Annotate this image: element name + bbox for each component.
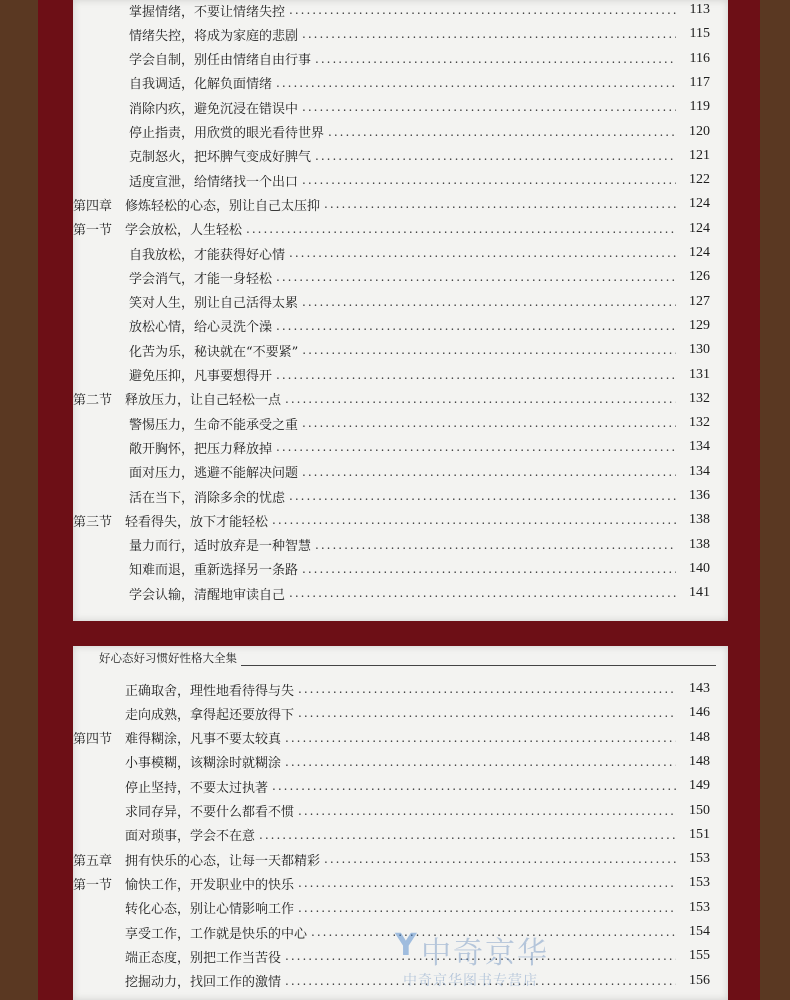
dot-leader [302, 562, 676, 576]
page-number: 132 [689, 415, 710, 431]
toc-entry [73, 799, 728, 823]
page-number: 151 [689, 826, 710, 842]
page-number: 124 [689, 220, 710, 236]
dot-leader [302, 416, 676, 430]
toc-title: 面对压力，逃避不能解决问题 [129, 466, 299, 482]
toc-title: 第一节 愉快工作，开发职业中的快乐 [73, 877, 295, 893]
page-number: 136 [689, 488, 710, 503]
toc-section [73, 508, 728, 532]
toc-entry [73, 920, 728, 944]
toc-title: 第三节 轻看得失，放下才能轻松 [73, 514, 269, 530]
toc-page-1 [73, 0, 728, 621]
dot-leader [298, 804, 676, 818]
toc-title: 学会自制，别任由情绪自由行事 [129, 53, 312, 69]
toc-title: 停止指责，用欣赏的眼光看待世界 [129, 126, 325, 141]
page-number: 121 [689, 147, 710, 163]
toc-title: 活在当下，消除多余的忧虑 [129, 490, 286, 506]
page-number: 149 [689, 778, 710, 794]
toc-entry [73, 47, 728, 71]
page-number: 140 [689, 560, 710, 576]
page-number: 120 [689, 123, 710, 139]
page-number: 141 [689, 585, 710, 601]
toc-entry [73, 241, 728, 265]
dot-leader [302, 27, 676, 41]
dot-leader [272, 513, 676, 527]
dot-leader [276, 440, 676, 454]
page-number: 122 [689, 172, 710, 188]
running-head [99, 648, 716, 666]
dot-leader [259, 828, 676, 842]
toc-section [73, 726, 728, 750]
store-name: 中奇京华 [421, 936, 549, 971]
toc-title: 量力而行，适时放弃是一种智慧 [129, 539, 312, 555]
toc-entry [73, 0, 728, 22]
dot-leader [285, 755, 676, 769]
toc-title: 警惕压力，生命不能承受之重 [129, 417, 299, 433]
toc-title: 放松心情，给心灵洗个澡 [129, 320, 273, 336]
dot-leader [311, 925, 676, 939]
toc-title: 第四节 难得糊涂，凡事不要太较真 [73, 732, 282, 748]
toc-entry [73, 701, 728, 725]
toc-title: 化苦为乐，秘诀就在“不要紧” [129, 344, 299, 360]
toc-title: 避免压抑，凡事要想得开 [129, 369, 273, 384]
page-number: 115 [689, 26, 710, 42]
toc-title: 自我放松，才能获得好心情 [129, 247, 286, 263]
book-title: 好心态好习惯好性格大全集 [99, 651, 237, 665]
toc-entry [73, 484, 728, 508]
page-number: 119 [689, 99, 710, 115]
toc-section [73, 871, 728, 895]
dot-leader [302, 100, 676, 114]
toc-entry [73, 581, 728, 605]
page-number: 156 [689, 972, 710, 988]
page-number: 146 [689, 705, 710, 721]
page-number: 153 [689, 875, 710, 891]
toc-entry [73, 774, 728, 798]
toc-title: 笑对人生，别让自己活得太累 [129, 296, 299, 312]
dot-leader [324, 197, 676, 211]
toc-entry [73, 71, 728, 95]
toc-title: 适度宣泄，给情绪找一个出口 [129, 174, 299, 190]
page-number: 129 [689, 317, 710, 333]
store-logo-icon: Y [395, 928, 417, 963]
toc-page-2 [73, 646, 728, 1000]
page-number: 143 [689, 681, 710, 696]
page-number: 134 [689, 439, 710, 455]
page-number: 148 [689, 753, 710, 769]
dot-leader [298, 901, 676, 915]
toc-title: 掌握情绪，不要让情绪失控 [129, 4, 286, 20]
dot-leader [285, 974, 676, 988]
toc-title: 求同存异，不要什么都看不惯 [125, 805, 295, 820]
toc-title: 正确取舍，理性地看待得与失 [125, 683, 295, 699]
toc-entry [73, 533, 728, 557]
toc-entry [73, 120, 728, 144]
toc-title: 克制怒火，把坏脾气变成好脾气 [129, 150, 312, 166]
toc-entry [73, 411, 728, 435]
toc-title: 第一节 学会放松，人生轻松 [73, 223, 243, 239]
page-number: 150 [689, 802, 710, 818]
page-number: 153 [689, 851, 710, 867]
dot-leader [298, 682, 676, 696]
toc-entry [73, 95, 728, 119]
dot-leader [246, 222, 676, 236]
toc-entry [73, 435, 728, 459]
toc-entry [73, 363, 728, 387]
toc-entry [73, 265, 728, 289]
dot-leader [289, 246, 676, 260]
toc-title: 敞开胸怀，把压力释放掉 [129, 441, 273, 457]
toc-title: 自我调适，化解负面情绪 [129, 77, 273, 93]
page-number: 113 [689, 2, 710, 17]
toc-title: 第五章 拥有快乐的心态，让每一天都精彩 [73, 853, 321, 869]
dot-leader [302, 173, 676, 187]
toc-title: 学会消气，才能一身轻松 [129, 271, 273, 287]
dot-leader [289, 3, 676, 17]
dot-leader [324, 852, 676, 866]
page-number: 138 [689, 512, 710, 528]
toc-entry [73, 314, 728, 338]
page-number: 127 [689, 293, 710, 309]
toc-title: 第四章 修炼轻松的心态，别让自己太压抑 [73, 198, 321, 214]
toc-title: 端正态度，别把工作当苦役 [125, 950, 282, 966]
dot-leader [276, 76, 676, 90]
dot-leader [276, 319, 676, 333]
dot-leader [302, 343, 676, 357]
toc-chapter [73, 847, 728, 871]
dot-leader [298, 706, 676, 720]
toc-entry [73, 144, 728, 168]
toc-title: 停止坚持，不要太过执著 [125, 780, 269, 796]
page-number: 138 [689, 536, 710, 552]
toc-entry [73, 168, 728, 192]
toc-entry [73, 290, 728, 314]
dot-leader [315, 52, 676, 66]
dot-leader [302, 465, 676, 479]
toc-entry [73, 557, 728, 581]
toc-title: 消除内疚，避免沉浸在错误中 [129, 101, 299, 117]
toc-entry [73, 896, 728, 920]
toc-title: 知难而退，重新选择另一条路 [129, 563, 299, 579]
page-number: 148 [689, 729, 710, 745]
toc-entry [73, 969, 728, 993]
page-number: 124 [689, 245, 710, 260]
toc-entry [73, 460, 728, 484]
page-number: 131 [689, 366, 710, 382]
toc-title: 走向成熟，拿得起还要放得下 [125, 707, 295, 723]
page-number: 116 [689, 50, 710, 66]
page-number: 153 [689, 899, 710, 915]
toc-title: 转化心态，别让心情影响工作 [125, 902, 295, 918]
toc-entry [73, 677, 728, 701]
toc-section [73, 217, 728, 241]
dot-leader [289, 489, 676, 503]
dot-leader [285, 731, 676, 745]
header-rule [241, 659, 716, 666]
toc-title: 小事模糊，该糊涂时就糊涂 [125, 756, 282, 772]
toc-entry [73, 750, 728, 774]
toc-title: 挖掘动力，找回工作的激情 [125, 975, 282, 991]
toc-entry [73, 944, 728, 968]
dot-leader [315, 538, 676, 552]
toc-title: 情绪失控，将成为家庭的悲剧 [129, 28, 299, 44]
page-number: 134 [689, 463, 710, 479]
dot-leader [285, 392, 676, 406]
page-number: 126 [689, 269, 710, 285]
page-number: 154 [689, 924, 710, 939]
toc-title: 面对琐事，学会不在意 [125, 829, 256, 845]
dot-leader [315, 149, 676, 163]
toc-title: 第二节 释放压力，让自己轻松一点 [73, 393, 282, 409]
page-number: 132 [689, 390, 710, 406]
store-subtitle: 中奇京华图书专营店 [403, 973, 538, 989]
toc-title: 学会认输，清醒地审读自己 [129, 587, 286, 603]
page-number: 124 [689, 196, 710, 212]
toc-entry [73, 823, 728, 847]
dot-leader [276, 270, 676, 284]
dot-leader [302, 295, 676, 309]
page-number: 155 [689, 948, 710, 964]
toc-entry [73, 22, 728, 46]
dot-leader [298, 876, 676, 890]
page-number: 130 [689, 342, 710, 358]
toc-chapter [73, 192, 728, 216]
dot-leader [276, 368, 676, 382]
dot-leader [285, 949, 676, 963]
toc-section [73, 387, 728, 411]
dot-leader [272, 779, 676, 793]
dot-leader [289, 586, 676, 600]
toc-entry [73, 338, 728, 362]
page-number: 117 [689, 74, 710, 90]
dot-leader [328, 125, 676, 139]
toc-title: 享受工作，工作就是快乐的中心 [125, 926, 308, 942]
